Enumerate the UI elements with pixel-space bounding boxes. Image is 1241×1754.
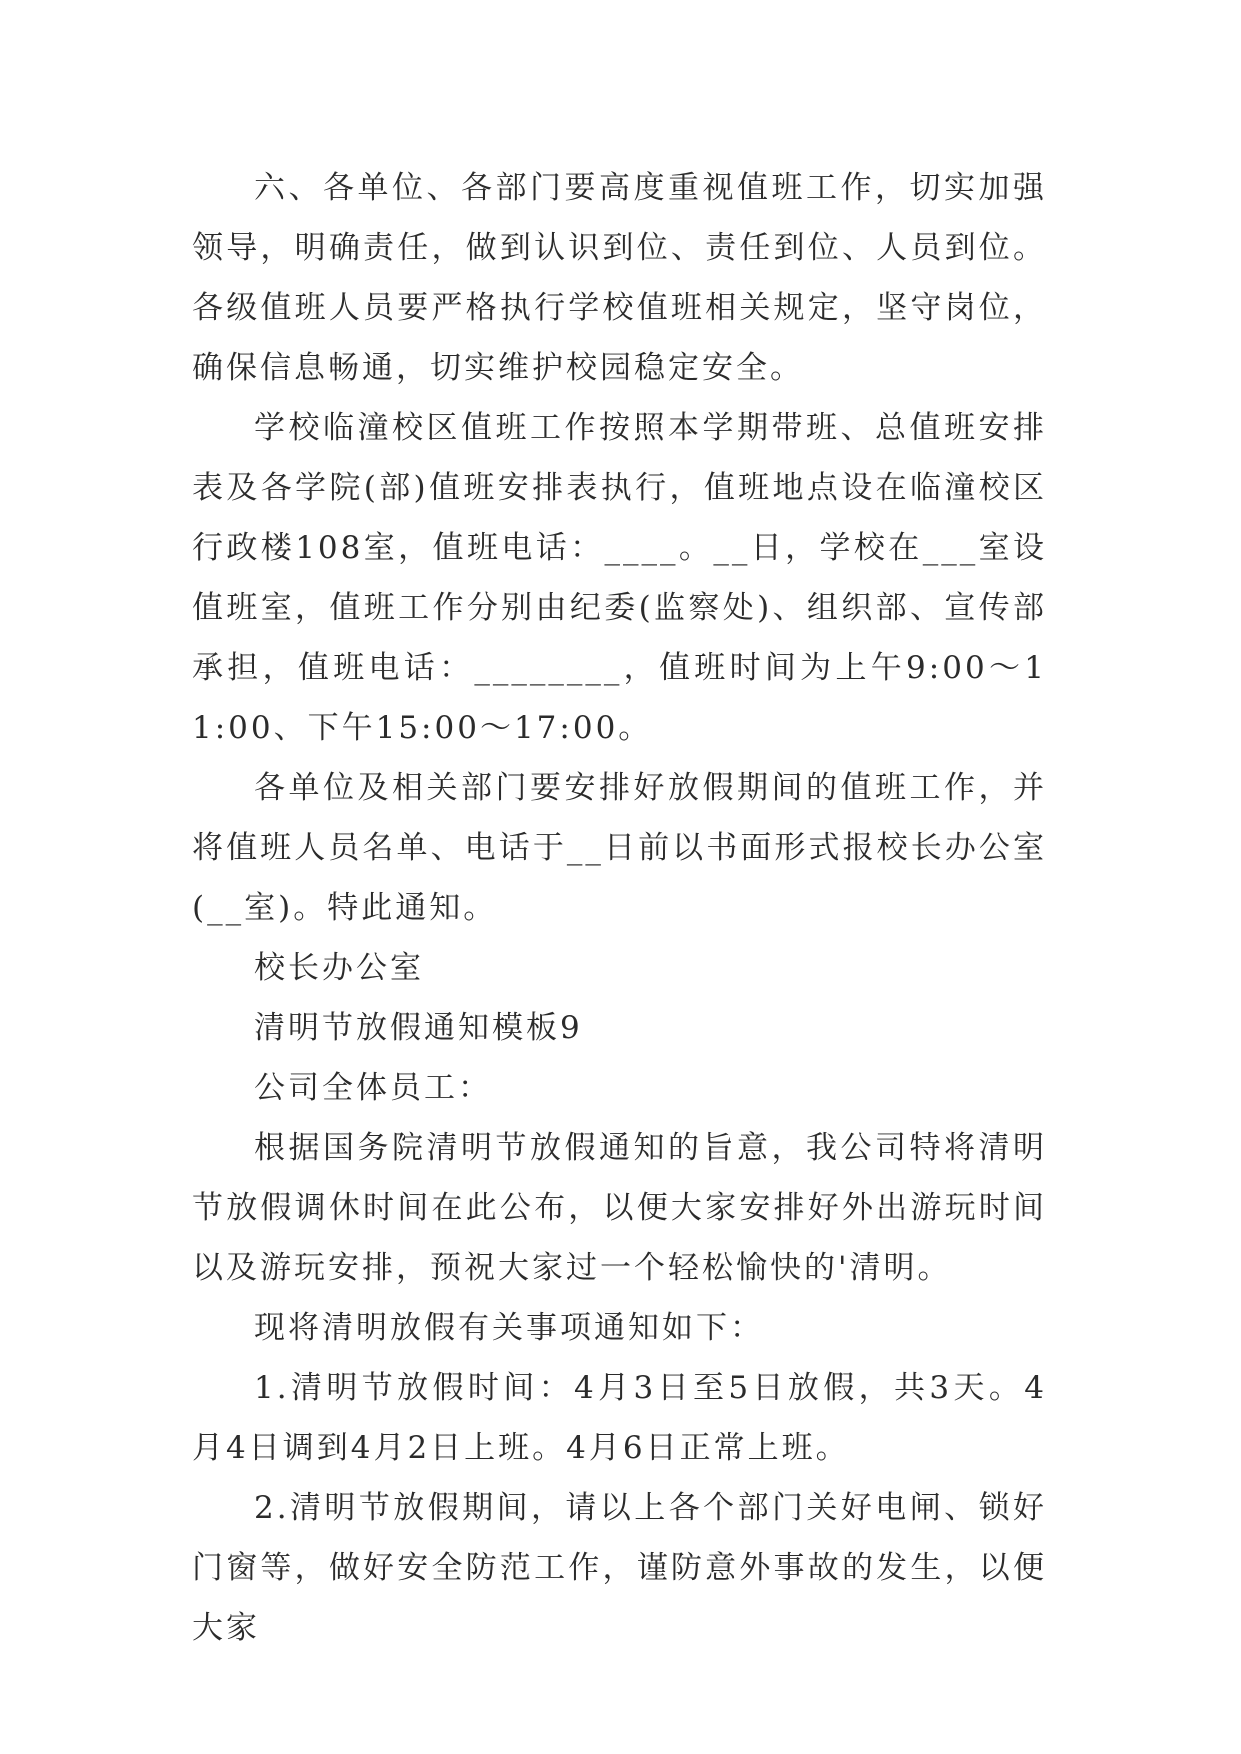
- salutation: 公司全体员工：: [254, 1070, 492, 1106]
- paragraph-duty-requirements: 六、各单位、各部门要高度重视值班工作，切实加强领导，明确责任，做到认识到位、责任到位、人员到位。各级值班人员要严格执行学校值班相关规定，坚守岗位，确保信息畅通，切实维护校园稳定安全。: [192, 170, 1047, 386]
- paragraph-notice-lead: 现将清明放假有关事项通知如下：: [254, 1310, 764, 1346]
- list-item-holiday-time: 1.清明节放假时间：4月3日至5日放假，共3天。4月4日调到4月2日上班。4月6日正常上班。: [192, 1370, 1047, 1466]
- list-item-safety: 2.清明节放假期间，请以上各个部门关好电闸、锁好门窗等，做好安全防范工作，谨防意外事故的发生，以便大家: [192, 1490, 1047, 1646]
- paragraph-lintong-campus-duty: 学校临潼校区值班工作按照本学期带班、总值班安排表及各学院(部)值班安排表执行，值班地点设在临潼校区行政楼108室，值班电话：____。__日，学校在___室设值班室，值班工作分别由纪委(监察处)、组织部、宣传部承担，值班电话：________，值班时间为上午9:00～11:00、下午15:00～17:00。: [192, 410, 1047, 746]
- template-heading: 清明节放假通知模板9: [254, 1010, 583, 1046]
- paragraph-intro: 根据国务院清明节放假通知的旨意，我公司特将清明节放假调休时间在此公布，以便大家安排好外出游玩时间以及游玩安排，预祝大家过一个轻松愉快的'清明。: [192, 1130, 1047, 1286]
- document-body: [192, 158, 1047, 1658]
- signature-principal-office: 校长办公室: [254, 950, 424, 986]
- paragraph-submit-duty-list: 各单位及相关部门要安排好放假期间的值班工作，并将值班人员名单、电话于__日前以书面形式报校长办公室(__室)。特此通知。: [192, 770, 1047, 926]
